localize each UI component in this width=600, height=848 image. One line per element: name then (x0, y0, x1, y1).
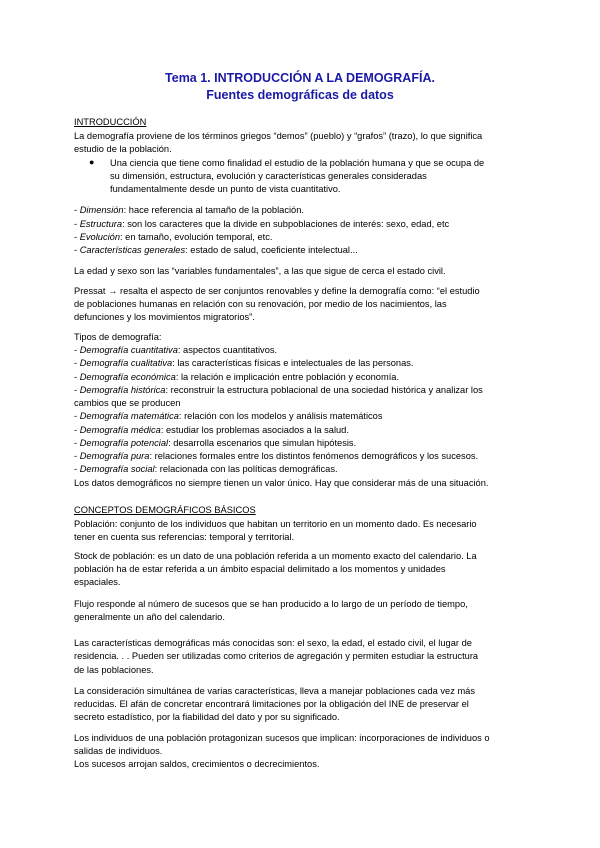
tipo-item (74, 450, 534, 463)
stock-line: espaciales. (74, 577, 121, 587)
list-dash: - (74, 219, 80, 229)
individuos-line: Los sucesos arrojan saldos, crecimientos o decrecimientos. (74, 759, 320, 769)
individuos-line: Los individuos de una población protagonizan sucesos que implican: incorporaciones de individuos o (74, 733, 490, 743)
definition-item (74, 231, 534, 244)
tipo-text: : relación con los modelos y análisis matemáticos (178, 411, 383, 421)
document-subtitle: Fuentes demográficas de datos (206, 88, 394, 102)
consideracion-line: La consideración simultánea de varias características, lleva a manejar poblaciones cada vez más (74, 686, 476, 696)
pressat-paragraph-line: de poblaciones humanas en relación con su renovación, por medio de los nacimientos, las (74, 299, 447, 309)
tipo-term: Demografía cualitativa (79, 358, 173, 368)
list-dash: - (74, 451, 80, 461)
bullet-text-line: su dimensión, estructura, evolución y características generales consideradas (110, 171, 427, 181)
list-dash: - (74, 205, 80, 215)
tipo-term: Demografía matemática (79, 411, 179, 421)
flujo-line: Flujo responde al número de sucesos que se han producido a lo largo de un período de tiempo, (74, 599, 468, 609)
tipo-term: Demografía social (79, 464, 155, 474)
caracteristicas-line: de las poblaciones. (74, 665, 154, 675)
tipo-term: Demografía médica (79, 425, 161, 435)
definition-term: Evolución (79, 232, 120, 242)
consideracion-line: reducidas. El afán de concretar encontrará limitaciones por la obligación del INE de preservar el (74, 699, 469, 709)
datos-paragraph: Los datos demográficos no siempre tienen un valor único. Hay que considerar más de una situación. (74, 478, 489, 488)
list-dash: - (74, 385, 80, 395)
tipo-item (74, 357, 534, 370)
tipo-text: : reconstruir la estructura poblacional de una sociedad histórica y analizar los (165, 385, 483, 395)
intro-paragraph-line: estudio de la población. (74, 144, 172, 154)
stock-line: población ha de estar referida a un ámbito espacial delimitado a los momentos y unidades (74, 564, 446, 574)
caracteristicas-line: Las características demográficas más conocidas son: el sexo, la edad, el estado civil, el lugar de (74, 638, 472, 648)
definition-item (74, 204, 534, 217)
section-heading-conceptos: CONCEPTOS DEMOGRÁFICOS BÁSICOS (74, 505, 256, 515)
definition-term: Características generales (79, 245, 186, 255)
bullet-text-line: fundamentalmente desde un punto de vista cuantitativo. (110, 184, 341, 194)
tipo-term: Demografía cuantitativa (79, 345, 178, 355)
caracteristicas-line: residencia. . . Pueden ser utilizadas como criterios de agregación y permiten estudiar la estructura (74, 651, 479, 661)
bullet-icon: ● (89, 157, 95, 167)
flujo-line: generalmente un año del calendario. (74, 612, 225, 622)
tipo-item (74, 410, 534, 423)
list-dash: - (74, 245, 80, 255)
list-dash: - (74, 232, 80, 242)
definition-text: : hace referencia al tamaño de la población. (123, 205, 304, 215)
section-heading-introduccion: INTRODUCCIÓN (74, 117, 147, 127)
variables-paragraph: La edad y sexo son las “variables fundamentales”, a las que sigue de cerca el estado civil. (74, 266, 446, 276)
tipo-item-continuation: cambios que se producen (74, 398, 181, 408)
tipo-text: : la relación e implicación entre población y economía. (175, 372, 400, 382)
definition-text: : en tamaño, evolución temporal, etc. (120, 232, 273, 242)
consideracion-line: secreto estadístico, por la fiabilidad del dato y por su significado. (74, 712, 340, 722)
definition-item (74, 244, 534, 257)
definition-term: Estructura (79, 219, 123, 229)
tipo-term: Demografía potencial (79, 438, 169, 448)
tipo-item (74, 371, 534, 384)
tipo-text: : relaciones formales entre los distintos fenómenos demográficos y los sucesos. (149, 451, 479, 461)
tipo-text: : las características físicas e intelectuales de las personas. (172, 358, 414, 368)
list-dash: - (74, 464, 80, 474)
tipos-heading: Tipos de demografía: (74, 332, 162, 342)
definition-item (74, 218, 534, 231)
list-dash: - (74, 411, 80, 421)
tipo-item (74, 463, 534, 476)
list-dash: - (74, 372, 80, 382)
tipo-text: : relacionada con las políticas demográficas. (154, 464, 338, 474)
tipo-term: Demografía histórica (79, 385, 166, 395)
stock-line: Stock de población: es un dato de una población referida a un momento exacto del calendario. La (74, 551, 477, 561)
tipo-text: : aspectos cuantitativos. (177, 345, 278, 355)
tipo-item (74, 437, 534, 450)
poblacion-line: tener en cuenta sus referencias: temporal y territorial. (74, 532, 295, 542)
list-dash: - (74, 358, 80, 368)
tipo-item (74, 384, 534, 397)
definition-text: : estado de salud, coeficiente intelectual... (185, 245, 358, 255)
intro-paragraph-line: La demografía proviene de los términos griegos “demos” (pueblo) y “grafos” (trazo), lo que significa (74, 131, 483, 141)
pressat-paragraph-line: defunciones y los movimientos migratorios”. (74, 312, 255, 322)
tipo-item (74, 344, 534, 357)
poblacion-line: Población: conjunto de los individuos que habitan un territorio en un momento dado. Es necesario (74, 519, 477, 529)
tipo-text: : estudiar los problemas asociados a la salud. (160, 425, 349, 435)
tipo-term: Demografía pura (79, 451, 150, 461)
bullet-text-line: Una ciencia que tiene como finalidad el estudio de la población humana y que se ocupa de (110, 158, 485, 168)
list-dash: - (74, 425, 80, 435)
tipo-term: Demografía económica (79, 372, 176, 382)
list-dash: - (74, 345, 80, 355)
definition-text: : son los caracteres que la divide en subpoblaciones de interés: sexo, edad, etc (122, 219, 450, 229)
individuos-line: salidas de individuos. (74, 746, 163, 756)
list-dash: - (74, 438, 80, 448)
document-title: Tema 1. INTRODUCCIÓN A LA DEMOGRAFÍA. (165, 71, 435, 85)
tipo-text: : desarrolla escenarios que simulan hipótesis. (168, 438, 357, 448)
definition-term: Dimensión (79, 205, 124, 215)
tipo-item (74, 424, 534, 437)
pressat-paragraph-line: Pressat → resalta el aspecto de ser conjuntos renovables y define la demografía como: “el estudio (74, 286, 480, 296)
